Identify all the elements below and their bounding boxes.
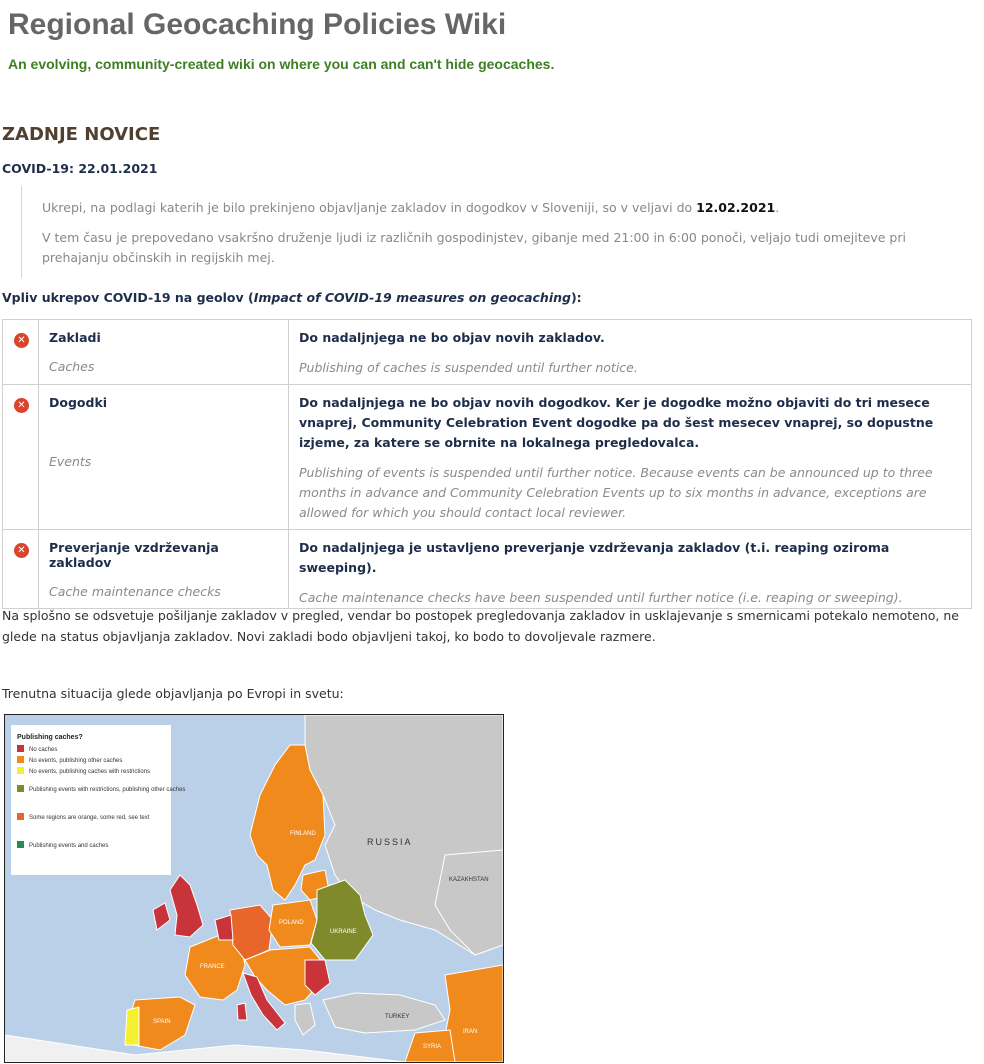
map-intro: Trenutna situacija glede objavljanja po Evropi in svetu: bbox=[2, 686, 344, 701]
region-iran bbox=[445, 965, 503, 1062]
notice-blockquote bbox=[21, 186, 952, 278]
legend-label-2: No events, publishing caches with restrictions bbox=[29, 769, 151, 775]
label-poland: POLAND bbox=[279, 920, 304, 926]
legend-swatch-5 bbox=[17, 841, 24, 848]
impact-heading: Vpliv ukrepov COVID-19 na geolov (Impact of COVID-19 measures on geocaching): bbox=[2, 290, 582, 305]
body-paragraph: Na splošno se odsvetuje pošiljanje zakladov v pregled, vendar bo postopek pregledovanja zakladov in usklajevanje s smernicami potekalo nemoteno, ne glede na status objavljanja zakladov. Novi zakladi bodo objavljeni takoj, ko bodo to dovoljevale razmere. bbox=[2, 608, 959, 644]
row-desc-en: Cache maintenance checks have been suspended until further notice (i.e. reaping or sweeping). bbox=[299, 590, 903, 605]
region-sardinia bbox=[237, 1003, 247, 1020]
row-desc: Do nadaljnjega ne bo objav novih zakladov. bbox=[299, 330, 605, 345]
row-desc: Do nadaljnjega je ustavljeno preverjanje vzdrževanja zakladov (t.i. reaping oziroma sweeping). bbox=[299, 540, 890, 575]
europe-map-image[interactable] bbox=[4, 714, 504, 1063]
table-row bbox=[3, 530, 972, 609]
label-iran: IRAN bbox=[463, 1029, 478, 1035]
row-name: Dogodki bbox=[49, 395, 108, 410]
label-spain: SPAIN bbox=[153, 1019, 171, 1025]
close-circle-icon: ✕ bbox=[14, 398, 29, 413]
legend-label-1: No events, publishing other caches bbox=[29, 758, 123, 764]
table-row bbox=[3, 385, 972, 530]
row-name-en: Events bbox=[49, 454, 92, 469]
notice-line-2: V tem času je prepovedano vsakršno druženje ljudi iz različnih gospodinjstev, gibanje med 21:00 in 6:00 ponoči, veljajo tudi omejiteve pri prehajanju občinskih in regijskih mej. bbox=[42, 230, 906, 265]
europe-map bbox=[5, 715, 503, 1062]
covid-date: COVID-19: 22.01.2021 bbox=[2, 161, 158, 176]
row-name-en: Caches bbox=[49, 359, 95, 374]
label-finland: FINLAND bbox=[290, 831, 316, 837]
legend-label-4: Some regions are orange, some red, see text bbox=[29, 815, 150, 821]
site-title[interactable]: Regional Geocaching Policies Wiki bbox=[8, 8, 507, 41]
label-kazakhstan: KAZAKHSTAN bbox=[449, 877, 489, 883]
legend-label-5: Publishing events and caches bbox=[29, 843, 109, 849]
label-syria: SYRIA bbox=[423, 1044, 442, 1050]
row-name-en: Cache maintenance checks bbox=[49, 584, 221, 599]
label-turkey: TURKEY bbox=[385, 1014, 410, 1020]
notice-line-1: Ukrepi, na podlagi katerih je bilo prekinjeno objavljanje zakladov in dogodkov v Sloveniji, so v veljavi do 12.02.2021. bbox=[42, 200, 780, 215]
site-tagline: An evolving, community-created wiki on where you can and can't hide geocaches. bbox=[8, 56, 555, 72]
label-ukraine: UKRAINE bbox=[330, 929, 357, 935]
legend-swatch-0 bbox=[17, 745, 24, 752]
legend-label-3: Publishing events with restrictions, publishing other caches bbox=[29, 787, 186, 793]
row-name: Zakladi bbox=[49, 330, 101, 345]
impact-table bbox=[2, 319, 972, 609]
legend-swatch-2 bbox=[17, 767, 24, 774]
row-desc-en: Publishing of events is suspended until further notice. Because events can be announced up to three months in advance and Community Celebration Events up to six months in advance, exceptions are allowed for which you should contact local reviewer. bbox=[299, 465, 933, 520]
legend-swatch-3 bbox=[17, 785, 24, 792]
notice-date: 12.02.2021 bbox=[696, 200, 776, 215]
row-desc-en: Publishing of caches is suspended until further notice. bbox=[299, 360, 638, 375]
section-heading: ZADNJE NOVICE bbox=[2, 124, 161, 145]
row-desc: Do nadaljnjega ne bo objav novih dogodkov. Ker je dogodke možno objaviti do tri mesece vnaprej, Community Celebration Event dogodke pa do šest mesecev vnaprej, so dopustne izjeme, za katere se obrnite na lokalnega pregledovalca. bbox=[299, 395, 934, 450]
label-france: FRANCE bbox=[200, 964, 225, 970]
legend-swatch-4 bbox=[17, 813, 24, 820]
close-circle-icon: ✕ bbox=[14, 333, 29, 348]
legend-title: Publishing caches? bbox=[17, 734, 83, 741]
row-name: Preverjanje vzdrževanja zakladov bbox=[49, 540, 219, 570]
region-portugal bbox=[125, 1007, 139, 1045]
legend-label-0: No caches bbox=[29, 747, 58, 753]
table-row bbox=[3, 320, 972, 385]
label-russia: RUSSIA bbox=[367, 837, 413, 847]
legend-swatch-1 bbox=[17, 756, 24, 763]
close-circle-icon: ✕ bbox=[14, 543, 29, 558]
